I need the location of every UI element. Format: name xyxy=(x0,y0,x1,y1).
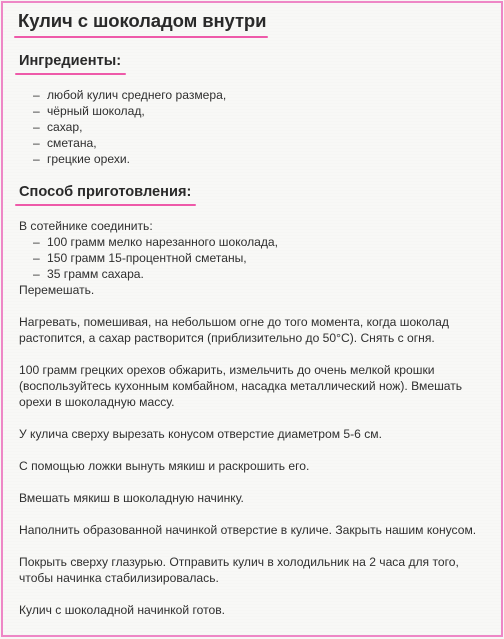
ingredients-list xyxy=(19,87,485,167)
method-item-text: 150 грамм 15-процентной сметаны, xyxy=(47,251,247,265)
ingredients-heading: Ингредиенты: xyxy=(19,53,122,69)
list-marker: – xyxy=(33,267,40,281)
page-title: Кулич с шоколадом внутри xyxy=(18,10,267,31)
list-item xyxy=(33,103,485,119)
step-paragraph: Вмешать мякиш в шоколадную начинку. xyxy=(19,491,244,505)
method-heading: Способ приготовления: xyxy=(19,184,192,200)
list-marker: – xyxy=(33,251,40,265)
list-marker: – xyxy=(33,235,40,249)
step-paragraph: 100 грамм грецких орехов обжарить, измельчить до очень мелкой крошки (воспользуйтесь кухонным комбайном, насадка металлический нож). Вмешать орехи в шоколадную массу. xyxy=(19,363,463,409)
list-marker: – xyxy=(33,152,40,166)
ingredient-text: любой кулич среднего размера, xyxy=(47,88,227,102)
step-paragraph: Покрыть сверху глазурью. Отправить кулич в холодильник на 2 часа для того, чтобы начинка стабилизировалась. xyxy=(19,555,459,585)
list-item xyxy=(33,119,485,135)
list-item xyxy=(33,250,485,266)
ingredient-text: чёрный шоколад, xyxy=(47,104,145,118)
recipe-card xyxy=(1,1,503,637)
list-marker: – xyxy=(33,88,40,102)
ingredient-text: сметана, xyxy=(47,136,97,150)
step-paragraph: Нагревать, помешивая, на небольшом огне до того момента, когда шоколад растопится, а сахар растворится (приблизительно до 50°C). Снять с огня. xyxy=(19,315,449,345)
list-item xyxy=(33,151,485,167)
step-paragraph: У кулича сверху вырезать конусом отверстие диаметром 5-6 см. xyxy=(19,427,382,441)
ingredient-text: сахар, xyxy=(47,120,83,134)
ingredients-underline xyxy=(15,73,126,75)
method-ingredient-list xyxy=(19,234,485,282)
method-heading-block xyxy=(19,183,191,206)
method-body xyxy=(19,218,485,618)
ingredients-section xyxy=(19,38,485,167)
step-paragraph: Кулич с шоколадной начинкой готов. xyxy=(19,603,226,617)
ingredients-heading-block xyxy=(19,52,121,75)
title-block xyxy=(18,9,266,38)
method-intro: В сотейнике соединить: xyxy=(19,219,153,233)
list-item xyxy=(33,266,485,282)
list-item xyxy=(33,135,485,151)
list-item xyxy=(33,87,485,103)
step-paragraph: Наполнить образованной начинкой отверстие в куличе. Закрыть нашим конусом. xyxy=(19,523,477,537)
list-marker: – xyxy=(33,104,40,118)
method-after: Перемешать. xyxy=(19,283,95,297)
list-marker: – xyxy=(33,120,40,134)
step-paragraph: С помощью ложки вынуть мякиш и раскрошить его. xyxy=(19,459,310,473)
method-item-text: 100 грамм мелко нарезанного шоколада, xyxy=(47,235,279,249)
method-section xyxy=(19,167,485,618)
list-marker: – xyxy=(33,136,40,150)
title-underline xyxy=(14,36,268,38)
method-underline xyxy=(15,204,196,206)
list-item xyxy=(33,234,485,250)
ingredient-text: грецкие орехи. xyxy=(47,152,130,166)
method-item-text: 35 грамм сахара. xyxy=(47,267,144,281)
